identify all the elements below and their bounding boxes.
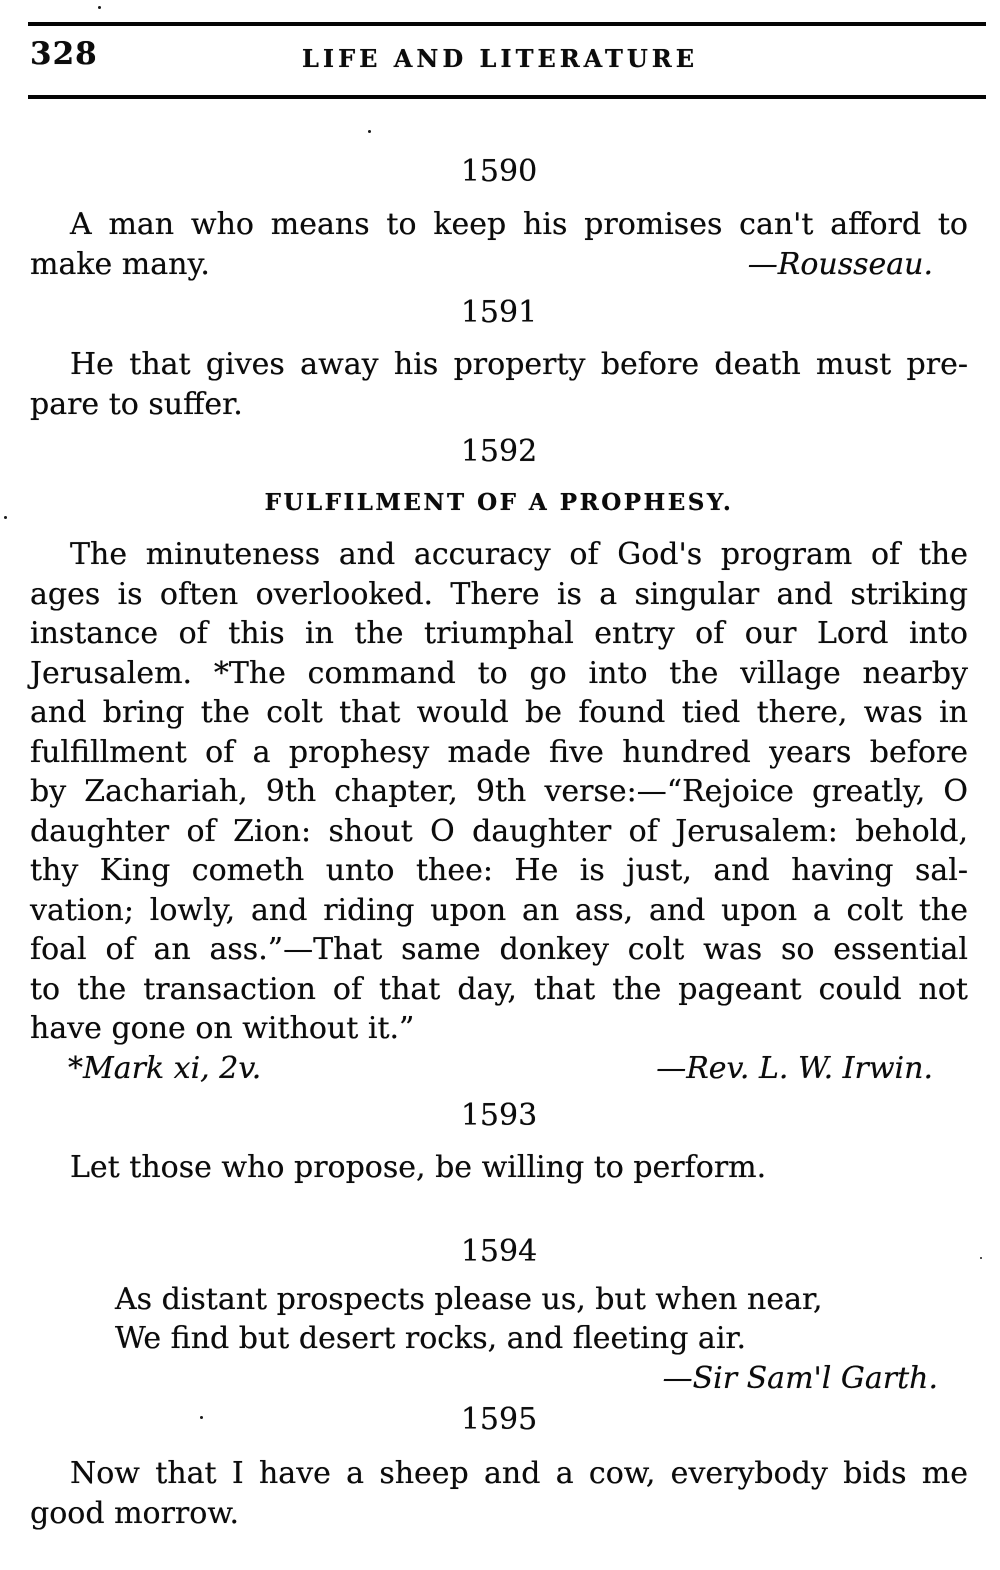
text-line: fulfillment of a prophesy made five hundred years before bbox=[30, 734, 968, 770]
text-line: thy King cometh unto thee: He is just, and having sal- bbox=[30, 853, 968, 888]
text-line: We find but desert rocks, and fleeting air. bbox=[115, 1321, 746, 1356]
text-line: good morrow. bbox=[30, 1495, 239, 1531]
scan-speck bbox=[200, 1416, 203, 1419]
entry-1591 bbox=[30, 293, 968, 424]
scan-speck bbox=[980, 1257, 982, 1259]
line-left: make many. bbox=[30, 246, 210, 282]
entry-1594 bbox=[30, 1232, 968, 1399]
text-line: The minuteness and accuracy of God's program of the bbox=[70, 537, 968, 572]
text-line: Let those who propose, be willing to perform. bbox=[70, 1150, 767, 1185]
text-line: daughter of Zion: shout O daughter of Jerusalem: behold, bbox=[30, 813, 968, 849]
text-line: vation; lowly, and riding upon an ass, and upon a colt the bbox=[30, 892, 968, 928]
text-line: As distant prospects please us, but when near, bbox=[115, 1281, 823, 1317]
page-number: 328 bbox=[30, 36, 98, 72]
text-line: ages is often overlooked. There is a singular and striking bbox=[30, 576, 968, 612]
entry-number: 1590 bbox=[460, 154, 538, 189]
entry-title: FULFILMENT OF A PROPHESY. bbox=[264, 489, 734, 516]
text-line: foal of an ass.”—That same donkey colt was so essential bbox=[30, 932, 968, 967]
entry-body bbox=[30, 345, 968, 424]
entry-number: 1595 bbox=[460, 1402, 538, 1437]
entry-number: 1594 bbox=[460, 1233, 538, 1269]
entries bbox=[30, 99, 968, 1533]
text-line: Now that I have a sheep and a cow, everybody bids me bbox=[70, 1456, 968, 1491]
text-line: and bring the colt that would be found tied there, was in bbox=[30, 695, 968, 730]
entry-1595 bbox=[30, 1400, 968, 1533]
footnote-line bbox=[30, 1049, 968, 1089]
attribution: —Rousseau. bbox=[747, 246, 933, 282]
attribution: —Rev. L. W. Irwin. bbox=[656, 1050, 933, 1086]
entry-body bbox=[30, 1280, 968, 1399]
text-line: instance of this in the triumphal entry of our Lord into bbox=[30, 616, 968, 651]
footnote-reference: *Mark xi, 2v. bbox=[68, 1050, 262, 1086]
entry-1590 bbox=[30, 152, 968, 284]
text-line: pare to suffer. bbox=[30, 386, 243, 422]
running-title: LIFE AND LITERATURE bbox=[301, 44, 699, 73]
text-line: A man who means to keep his promises can't afford to bbox=[70, 207, 968, 242]
text-line bbox=[30, 245, 968, 285]
entry-body bbox=[30, 205, 968, 284]
text-line: have gone on without it.” bbox=[30, 1011, 415, 1046]
entry-body bbox=[30, 1454, 968, 1533]
scan-speck bbox=[4, 516, 7, 519]
header-rule-top bbox=[28, 22, 986, 26]
text-line: Jerusalem. *The command to go into the village nearby bbox=[30, 655, 968, 691]
text-line: to the transaction of that day, that the pageant could not bbox=[30, 971, 968, 1007]
entry-number: 1591 bbox=[460, 295, 538, 330]
attribution: —Sir Sam'l Garth. bbox=[662, 1360, 938, 1396]
entry-body bbox=[30, 535, 968, 1049]
entry-number: 1592 bbox=[460, 434, 538, 469]
text-line: He that gives away his property before death must pre- bbox=[70, 347, 968, 382]
entry-1593 bbox=[30, 1096, 968, 1188]
entry-1592 bbox=[30, 432, 968, 1088]
entry-number: 1593 bbox=[460, 1098, 538, 1133]
scan-speck bbox=[98, 6, 101, 9]
entry-body bbox=[30, 1148, 968, 1188]
text-line: by Zachariah, 9th chapter, 9th verse:—“Rejoice greatly, O bbox=[30, 774, 968, 809]
scan-speck bbox=[368, 130, 371, 133]
